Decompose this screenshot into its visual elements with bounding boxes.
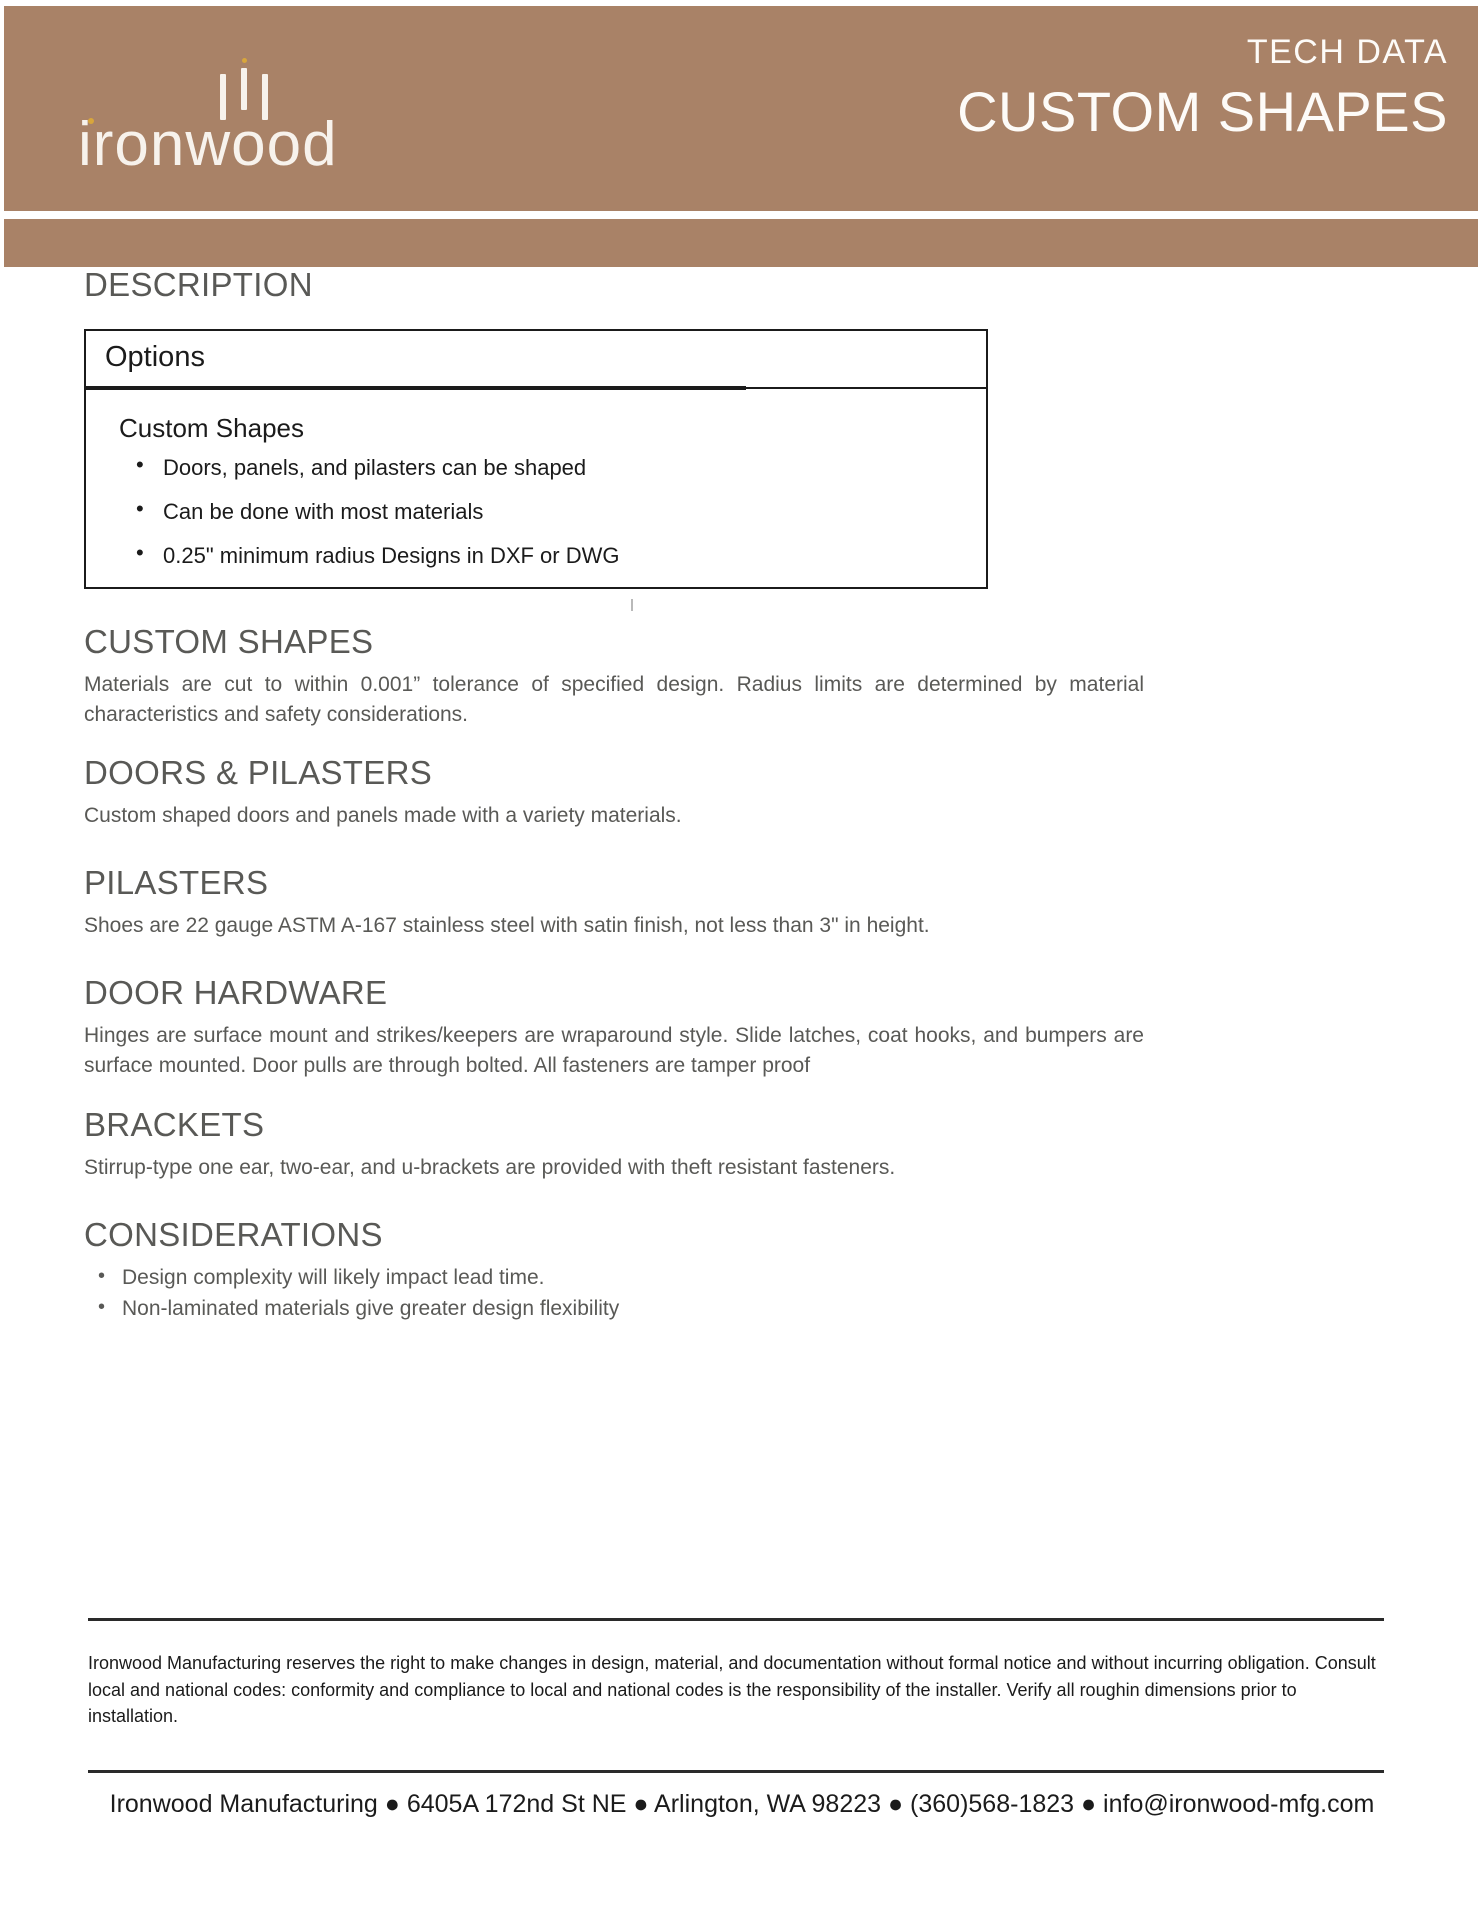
section-heading: DOOR HARDWARE: [84, 974, 388, 1011]
options-header-rule-thin: [746, 387, 986, 389]
footer-disclaimer: Ironwood Manufacturing reserves the right to make changes in design, material, and documentation without formal notice and without incurring obligation. Consult local and national codes: conformity and compliance to local and national codes is the responsibility of the installer. Verify all roughin dimensions prior to installation.: [88, 1653, 1376, 1727]
footer-divider-top: [88, 1618, 1384, 1621]
list-item: • Can be done with most materials: [119, 501, 620, 523]
section-body: Shoes are 22 gauge ASTM A-167 stainless steel with satin finish, not less than 3" in height.: [84, 914, 930, 938]
stray-mark: [631, 599, 633, 611]
options-bullet-list: [119, 457, 620, 589]
options-table: [84, 329, 988, 589]
section-custom-shapes: [84, 624, 1144, 730]
considerations-bullet-list: [84, 1263, 1144, 1324]
section-heading: CONSIDERATIONS: [84, 1216, 383, 1253]
section-doors-pilasters: [84, 755, 1144, 831]
header-titles: [957, 34, 1448, 147]
ironwood-logo: [78, 48, 378, 178]
header-kicker: TECH DATA: [1246, 33, 1448, 71]
logo-wordmark: ironwood: [78, 110, 338, 179]
section-body: Custom shaped doors and panels made with a variety materials.: [84, 804, 682, 828]
section-considerations: [84, 1217, 1144, 1324]
options-column-header: Options: [105, 341, 205, 373]
list-item: • 0.25" minimum radius Designs in DXF or DWG: [119, 545, 620, 567]
section-heading: CUSTOM SHAPES: [84, 623, 374, 660]
list-item: • Doors, panels, and pilasters can be shaped: [119, 457, 620, 479]
page-title: CUSTOM SHAPES: [957, 80, 1448, 144]
footer-divider-bottom: [88, 1770, 1384, 1773]
description-heading: DESCRIPTION: [84, 266, 313, 303]
section-heading: PILASTERS: [84, 864, 269, 901]
logo-accent-dot-icon: [242, 58, 247, 63]
section-pilasters: [84, 865, 1144, 941]
section-brackets: [84, 1107, 1144, 1183]
section-body: Stirrup-type one ear, two-ear, and u-brackets are provided with theft resistant fasteners.: [84, 1156, 896, 1180]
options-header-rule-thick: [86, 386, 746, 390]
list-item: • Non-laminated materials give greater design flexibility: [84, 1294, 1144, 1324]
footer-contact-line: Ironwood Manufacturing ● 6405A 172nd St NE ● Arlington, WA 98223 ● (360)568-1823 ● info@ironwood-mfg.com: [109, 1790, 1375, 1818]
header-band-secondary: [4, 219, 1478, 267]
section-heading: BRACKETS: [84, 1106, 265, 1143]
logo-bar-middle-icon: [241, 68, 247, 110]
section-door-hardware: [84, 975, 1144, 1081]
options-subtitle: Custom Shapes: [119, 413, 304, 443]
section-body: Hinges are surface mount and strikes/keepers are wraparound style. Slide latches, coat hooks, and bumpers are surface mounted. Door pulls are through bolted. All fasteners are tamper proof: [84, 1024, 1144, 1078]
options-table-header: [86, 331, 986, 389]
section-heading: DOORS & PILASTERS: [84, 754, 433, 791]
list-item: • Design complexity will likely impact lead time.: [84, 1263, 1144, 1293]
section-body: Materials are cut to within 0.001” tolerance of specified design. Radius limits are determined by material characteristics and safety considerations.: [84, 673, 1144, 727]
